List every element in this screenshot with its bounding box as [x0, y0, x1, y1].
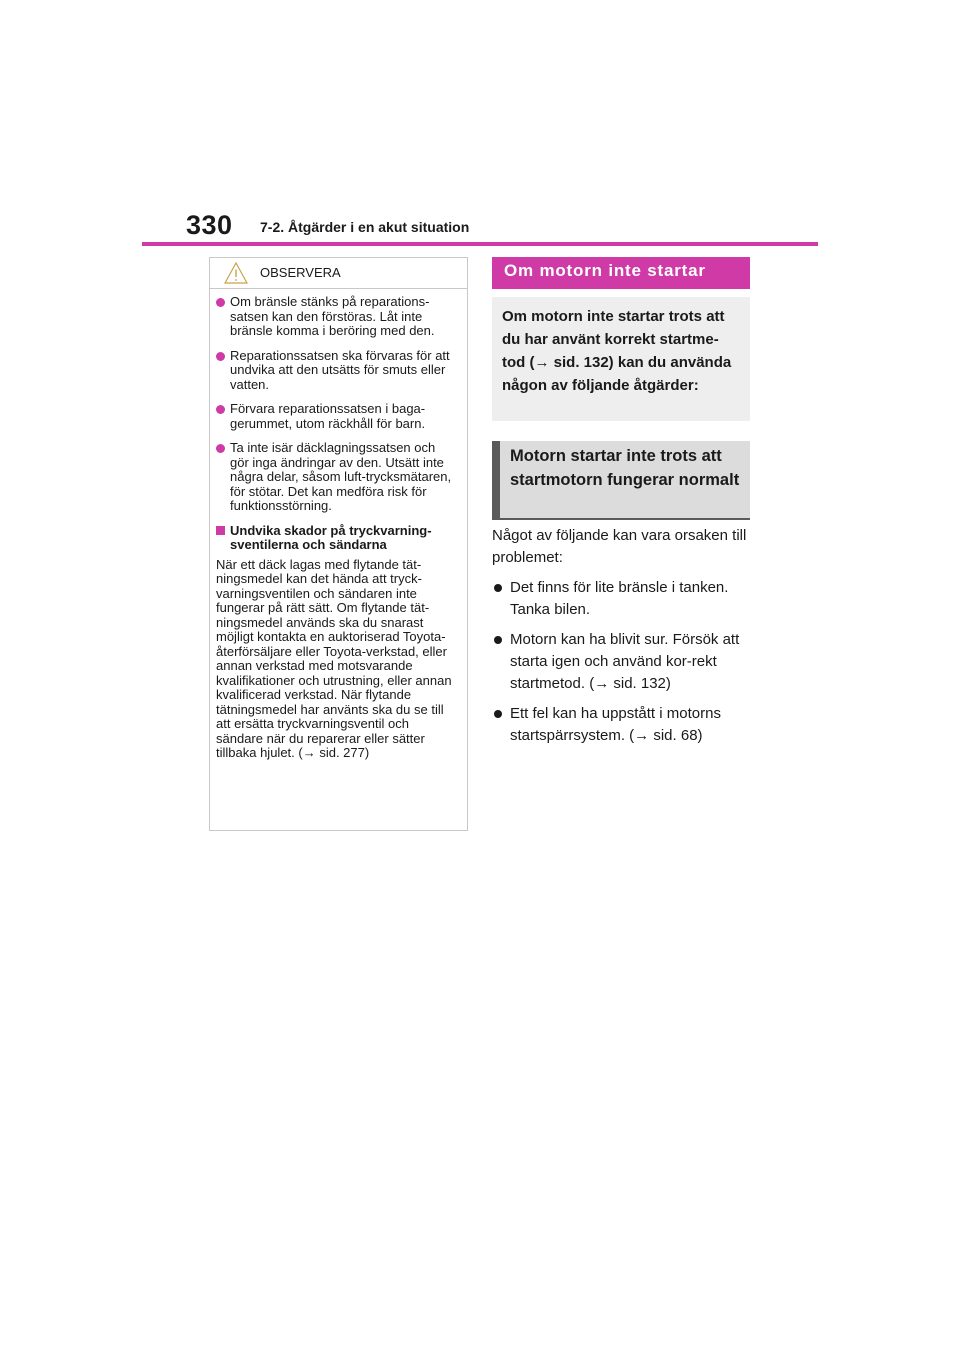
lead-paragraph: Något av följande kan vara orsaken till problemet: [492, 527, 747, 566]
section-title-bar [492, 257, 750, 289]
bullet-dot-icon [492, 629, 510, 695]
bullet-dot-icon [216, 402, 230, 416]
caution-paragraph: När ett däck lagas med flytande tät-ningsmedel kan det hända att tryck-varningsventilen och sändaren inte fungerar på rätt sätt. Om flytande tät-ningsmedel används ska du snarast möjligt kontakta en auktoriserad Toyota-återförsäljare eller Toyota-verkstad, eller annan verkstad med motsvarande kvalifikationer och utrustning, eller annan kvalificerad verkstad. När flytande tätningsmedel har använts ska du se till att ersätta tryckvarningsventil och sändare när du reparerar eller sätter tillbaka hjulet. (→ sid. 277) [216, 556, 452, 760]
warning-triangle-icon [224, 262, 248, 284]
bullet-dot-icon [492, 577, 510, 621]
section-title: Om motorn inte startar [504, 261, 706, 280]
subsection-title: Motorn startar inte trots att startmotorn fungerar normalt [492, 441, 750, 520]
main-body [492, 525, 752, 747]
chapter-title: 7-2. Åtgärder i en akut situation [260, 219, 470, 235]
bullet-dot-icon [492, 703, 510, 747]
header-divider [142, 242, 818, 246]
caution-title: OBSERVERA [260, 265, 341, 280]
caution-bullet: Ta inte isär däcklagningssatsen och gör inga ändringar av den. Utsätt inte några delar, såsom luft-trycksmätaren, för stötar. Det kan medföra risk för funktionsstörning. [216, 441, 457, 514]
bullet-dot-icon [216, 295, 230, 309]
intro-box: Om motorn inte startar trots att du har använt korrekt startme-tod (→ sid. 132) kan du använda någon av följande åtgärder: [492, 297, 750, 421]
page-number: 330 [186, 210, 233, 240]
list-item: Motorn kan ha blivit sur. Försök att starta igen och använd kor-rekt startmetod. (→ sid. 132) [492, 629, 752, 695]
caution-subheading: Undvika skador på tryckvarning-sventilerna och sändarna [216, 524, 457, 553]
caution-header [210, 258, 467, 289]
list-item: Det finns för lite bränsle i tanken. Tanka bilen. [492, 577, 752, 621]
square-bullet-icon [216, 524, 230, 553]
caution-bullet: Reparationssatsen ska förvaras för att undvika att den utsätts för smuts eller vatten. [216, 349, 457, 393]
bullet-dot-icon [216, 441, 230, 455]
list-item: Ett fel kan ha uppstått i motorns startspärrsystem. (→ sid. 68) [492, 703, 752, 747]
bullet-dot-icon [216, 349, 230, 363]
caution-bullet: Förvara reparationssatsen i baga-gerummet, utom räckhåll för barn. [216, 402, 457, 431]
caution-bullet: Om bränsle stänks på reparations-satsen kan den förstöras. Låt inte bränsle komma i beröring med den. [216, 295, 457, 339]
caution-box [209, 257, 468, 831]
